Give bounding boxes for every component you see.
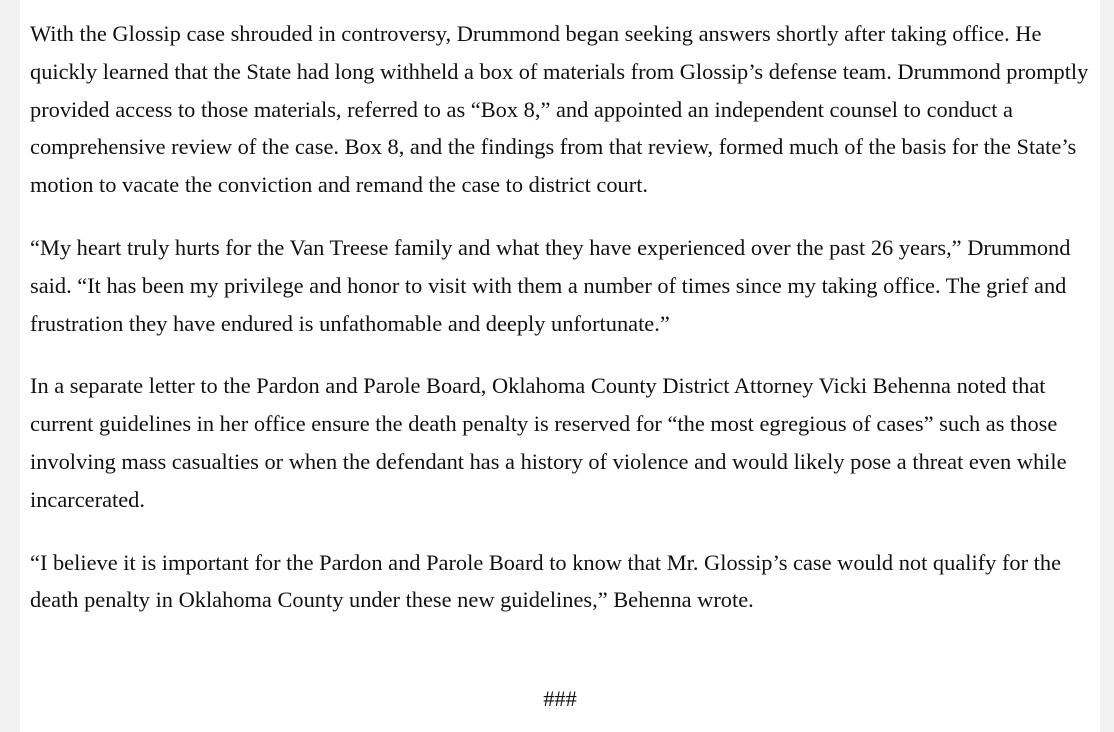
paragraph-behenna-quote: “I believe it is important for the Pardon and Parole Board to know that Mr. Glossip’s case would not qualify for the death penalty in Oklahoma County under these new guidelines,” Behenna wrote.	[30, 549, 1062, 613]
article-body	[30, 15, 1092, 644]
end-of-release-mark: ###	[543, 686, 577, 711]
paragraph-behenna-letter: In a separate letter to the Pardon and Parole Board, Oklahoma County District Attorney Vicki Behenna noted that current guidelines in her office ensure the death penalty is reserved for “the most egregious of cases” such as those involving mass casualties or when the defendant has a history of violence and would likely pose a threat even while incarcerated.	[30, 373, 1067, 512]
article-page	[20, 0, 1100, 732]
paragraph-drummond-box-8: With the Glossip case shrouded in controversy, Drummond began seeking answers shortly after taking office. He quickly learned that the State had long withheld a box of materials from Glossip’s defense team. Drummond promptly provided access to those materials, referred to as “Box 8,” and appointed an independent counsel to conduct a comprehensive review of the case. Box 8, and the findings from that review, formed much of the basis for the State’s motion to vacate the conviction and remand the case to district court.	[30, 21, 1089, 198]
paragraph-drummond-quote: “My heart truly hurts for the Van Treese family and what they have experienced over the past 26 years,” Drummond said. “It has been my privilege and honor to visit with them a number of times since my taking office. The grief and frustration they have endured is unfathomable and deeply unfortunate.”	[30, 234, 1071, 336]
